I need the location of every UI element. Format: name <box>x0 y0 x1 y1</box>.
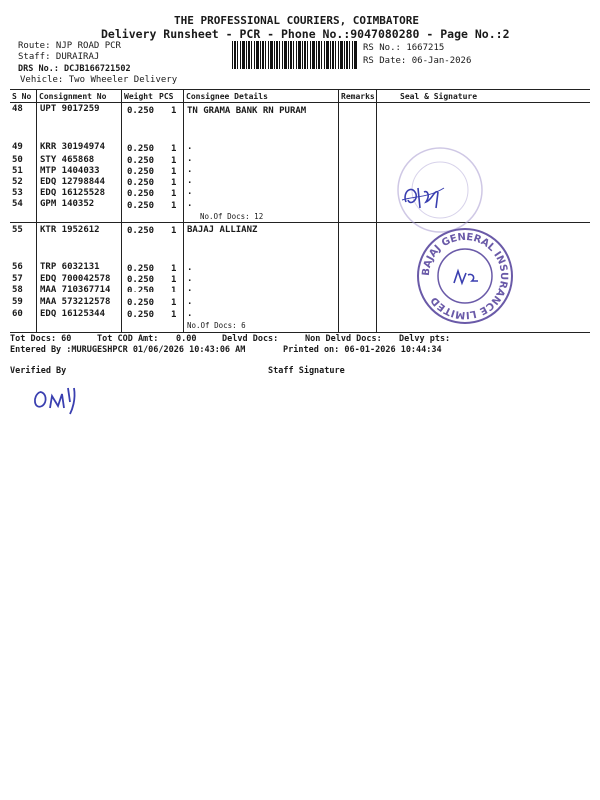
row-weight: 0.250 <box>127 156 155 166</box>
row-consignment: KRR 30194974 <box>40 142 106 152</box>
total-cod-label: Tot COD Amt: <box>97 334 159 344</box>
row-weight: 0.250 <box>127 178 155 188</box>
row-consignment: KTR 1952612 <box>40 225 100 235</box>
verifier-signature <box>30 380 94 416</box>
row-sno: 48 <box>12 104 23 114</box>
row-consignment: MTP 1404033 <box>40 166 100 176</box>
row-pcs: 1 <box>171 298 177 308</box>
row-dot: . <box>187 297 193 307</box>
consignee-name: TN GRAMA BANK RN PURAM <box>187 106 307 116</box>
row-sno: 49 <box>12 142 23 152</box>
row-pcs: 1 <box>171 201 177 211</box>
row-consignment: GPM 140352 <box>40 199 95 209</box>
signature-mark-1 <box>398 178 448 214</box>
rs-number: RS No.: 1667215 <box>363 43 445 53</box>
row-pcs: 1 <box>171 106 177 116</box>
row-consignment: UPT 9017259 <box>40 104 100 114</box>
row-weight: 0.250 <box>127 264 155 274</box>
col-pcs: PCS <box>159 92 174 101</box>
row-sno: 50 <box>12 155 23 165</box>
col-consignee: Consignee Details <box>186 92 268 101</box>
col-sno: S No <box>12 92 32 101</box>
row-weight: 0.250 <box>127 167 155 177</box>
consignee-name: BAJAJ ALLIANZ <box>187 225 258 235</box>
row-weight: 0.250 <box>127 106 155 116</box>
row-dot: . <box>187 165 193 175</box>
row-weight: 0.250 <box>127 201 155 211</box>
row-consignment: EDQ 700042578 <box>40 274 111 284</box>
row-sno: 60 <box>12 309 23 319</box>
row-pcs: 1 <box>171 226 177 236</box>
row-weight: 0.250 <box>127 275 155 285</box>
vehicle-label: Vehicle: Two Wheeler Delivery <box>20 75 178 85</box>
col-weight: Weight <box>124 92 153 101</box>
row-dot: . <box>187 187 193 197</box>
row-consignment: STY 465868 <box>40 155 95 165</box>
delivery-points: Delvy pts: <box>399 334 451 344</box>
row-weight: 0.250 <box>127 310 155 320</box>
col-consignment: Consignment No <box>39 92 107 101</box>
route-label: Route: NJP ROAD PCR <box>18 41 121 51</box>
row-dot: . <box>187 199 193 209</box>
rs-date: RS Date: 06-Jan-2026 <box>363 56 472 66</box>
drs-number: DRS No.: DCJB166721502 <box>18 64 131 74</box>
row-sno: 55 <box>12 225 23 235</box>
row-pcs: 1 <box>171 310 177 320</box>
row-weight: 0.250 <box>127 226 155 236</box>
runsheet-title: Delivery Runsheet - PCR - Phone No.:9047080280 - Page No.:2 <box>101 27 510 41</box>
non-delivered-docs: Non Delvd Docs: <box>305 334 382 344</box>
row-dot: . <box>187 176 193 186</box>
row-sno: 57 <box>12 274 23 284</box>
row-consignment: EDQ 12798844 <box>40 177 106 187</box>
col-seal: Seal & Signature <box>400 92 478 101</box>
row-dot: . <box>187 154 193 164</box>
entered-by: Entered By :MURUGESHPCR 01/06/2026 10:43:06 AM <box>10 345 246 355</box>
company-name: THE PROFESSIONAL COURIERS, COIMBATORE <box>174 14 420 27</box>
total-cod-value: 0.00 <box>176 334 197 344</box>
row-pcs: 1 <box>171 264 177 274</box>
row-sno: 53 <box>12 188 23 198</box>
col-remarks: Remarks <box>341 92 375 101</box>
total-docs: Tot Docs: 60 <box>10 334 72 344</box>
row-dot: . <box>187 142 193 152</box>
delivered-docs: Delvd Docs: <box>222 334 279 344</box>
row-sno: 56 <box>12 262 23 272</box>
row-pcs: 1 <box>171 275 177 285</box>
docs-count: No.Of Docs: 12 <box>200 212 264 221</box>
row-sno: 54 <box>12 199 23 209</box>
barcode <box>232 41 358 69</box>
row-dot: . <box>187 263 193 273</box>
row-pcs: 1 <box>171 178 177 188</box>
bajaj-seal-icon <box>414 225 516 327</box>
row-dot: . <box>187 274 193 284</box>
staff-signature-label: Staff Signature <box>268 366 345 376</box>
row-consignment: EDQ 16125344 <box>40 309 106 319</box>
verified-by-label: Verified By <box>10 366 67 376</box>
printed-on: Printed on: 06-01-2026 10:44:34 <box>283 345 442 355</box>
seal-text: BAJAJ GENERAL INSURANCE LIMITED <box>420 231 510 321</box>
row-pcs: 1 <box>171 189 177 199</box>
row-sno: 59 <box>12 297 23 307</box>
row-pcs: 1 <box>171 144 177 154</box>
row-weight: 0.250 <box>127 189 155 199</box>
row-consignment: EDQ 16125528 <box>40 188 106 198</box>
row-dot: . <box>187 309 193 319</box>
staff-label: Staff: DURAIRAJ <box>18 52 100 62</box>
row-weight: 0.250 <box>127 144 155 154</box>
docs-count: No.Of Docs: 6 <box>187 321 246 330</box>
row-sno: 51 <box>12 166 23 176</box>
row-weight: 0.250 <box>127 298 155 308</box>
row-consignment: MAA 573212578 <box>40 297 111 307</box>
row-pcs: 1 <box>171 156 177 166</box>
row-consignment: TRP 6032131 <box>40 262 100 272</box>
row-pcs: 1 <box>171 167 177 177</box>
row-sno: 52 <box>12 177 23 187</box>
